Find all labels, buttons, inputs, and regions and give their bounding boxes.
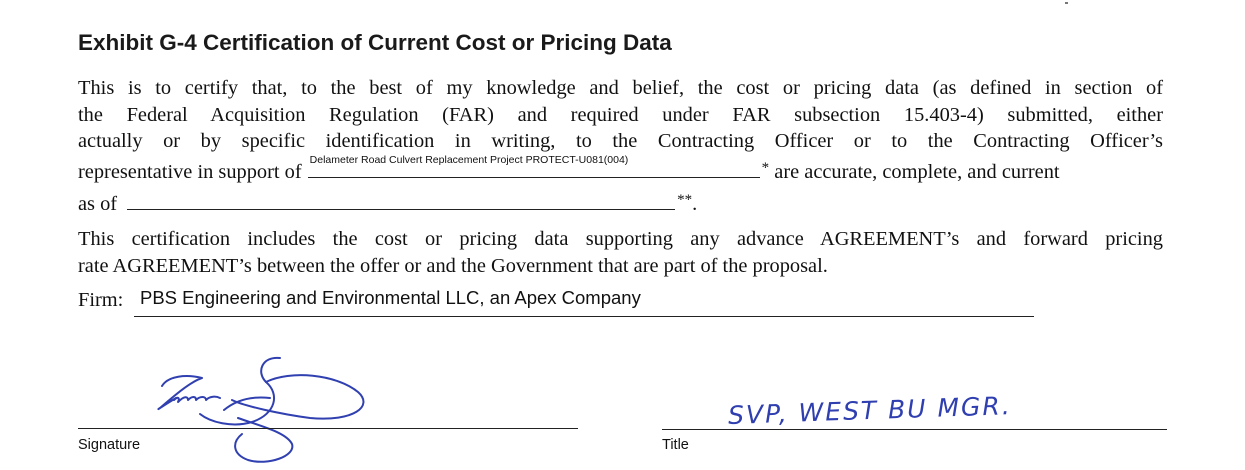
paragraph-line-date bbox=[78, 187, 1163, 220]
paragraph-text: are accurate, complete, and current bbox=[774, 160, 1060, 183]
paragraph-line: This certification includes the cost or pricing data supporting any advance AGREEMENT’s and forward pricing bbox=[78, 228, 1163, 250]
firm-value: PBS Engineering and Environmental LLC, an Apex Company bbox=[140, 287, 641, 308]
firm-field[interactable] bbox=[134, 288, 1034, 317]
scan-speck bbox=[1065, 2, 1068, 4]
project-name-value: Delameter Road Culvert Replacement Project PROTECT-U081(004) bbox=[309, 154, 629, 166]
handwritten-signature bbox=[140, 352, 380, 468]
paragraph-line: actually or by specific identification in writing, to the Contracting Officer or to the Contracting Officer’s bbox=[78, 130, 1163, 152]
paragraph-line-project bbox=[78, 155, 1163, 188]
document-heading: Exhibit G-4 Certification of Current Cost or Pricing Data bbox=[78, 30, 672, 55]
agreement-paragraph bbox=[78, 226, 1163, 279]
signature-label: Signature bbox=[78, 437, 141, 453]
paragraph-line: the Federal Acquisition Regulation (FAR) and required under FAR subsection 15.403-4) submitted, either bbox=[78, 103, 1163, 126]
paragraph-text: as of bbox=[78, 193, 118, 215]
title-value: SVP, WEST BU MGR. bbox=[727, 391, 1013, 430]
firm-label: Firm: bbox=[78, 289, 124, 311]
title-line[interactable] bbox=[662, 429, 1167, 430]
signature-line[interactable] bbox=[78, 428, 578, 429]
footnote-mark: * bbox=[761, 159, 770, 176]
footnote-mark: ** bbox=[677, 192, 693, 208]
project-name-field[interactable] bbox=[308, 155, 760, 178]
paragraph-line: This is to certify that, to the best of my knowledge and belief, the cost or pricing data (as defined in section of bbox=[78, 77, 1163, 99]
paragraph-text: . bbox=[692, 193, 698, 215]
as-of-date-field[interactable] bbox=[127, 187, 675, 210]
paragraph-text: representative in support of bbox=[78, 160, 302, 183]
paragraph-line: rate AGREEMENT’s between the offer or and the Government that are part of the proposal. bbox=[78, 254, 828, 277]
certification-paragraph bbox=[78, 75, 1163, 220]
title-label: Title bbox=[662, 437, 689, 453]
